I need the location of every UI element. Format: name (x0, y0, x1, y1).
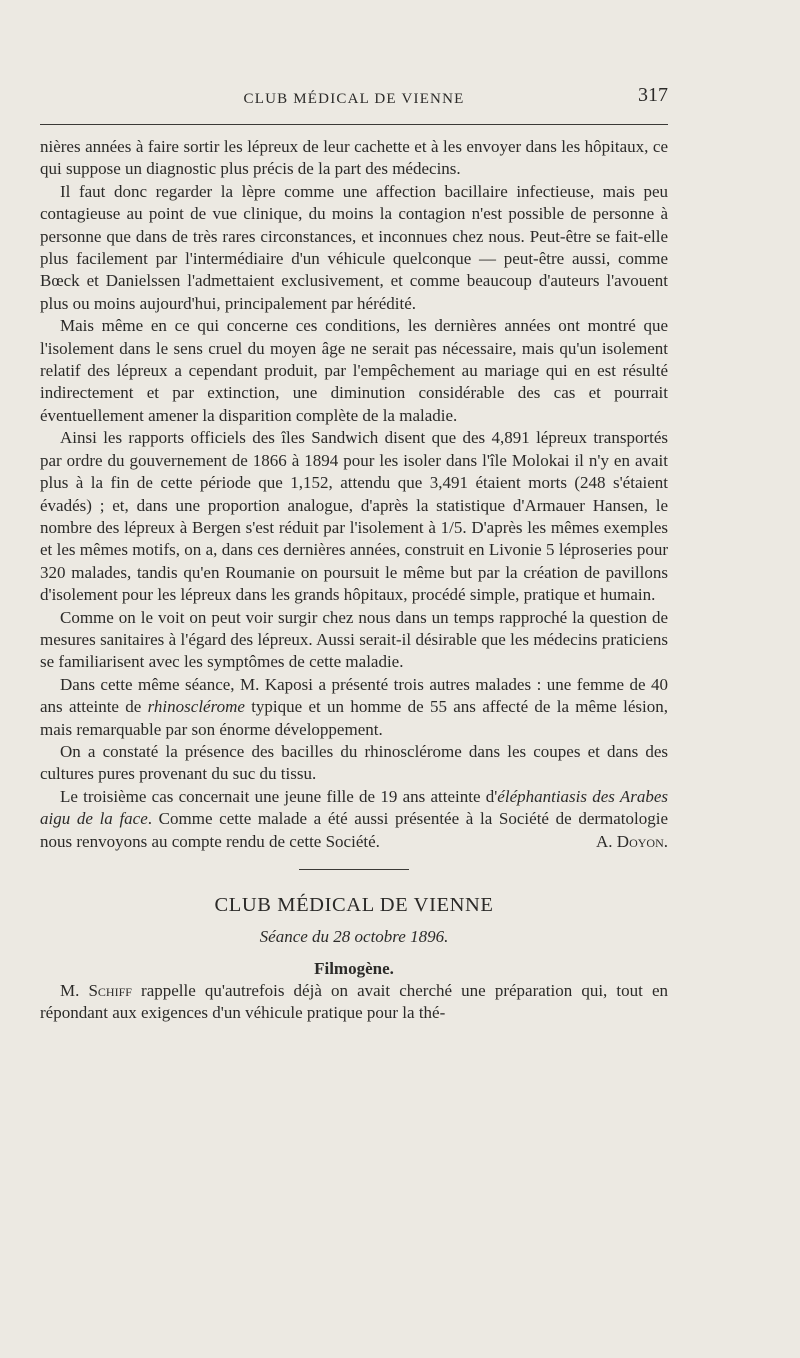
paragraph: nières années à faire sortir les lépreux de leur cachette et à les envoyer dans les hôpitaux, ce qui suppose un diagnostic plus précis de la part des médecins. (40, 137, 668, 179)
paragraph: On a constaté la présence des bacilles du rhinosclérome dans les coupes et dans des cultures pures provenant du suc du tissu. (40, 741, 668, 784)
author-signoff: A. Doyon. (596, 831, 668, 851)
paragraph: Il faut donc regarder la lèpre comme une affection bacillaire infectieuse, mais peu contagieuse au point de vue clinique, du moins la contagion n'est possible de personne à personne que dans de très rares circonstances, et inconnues chez nous. Peut-être se fait-elle plus facilement par l'intermédiaire d'un véhicule quelconque — peut-être aussi, comme Bœck et Danielssen l'admettaient exclusivement, et comme beaucoup d'auteurs l'avouent plus ou moins aujourd'hui, principalement par hérédité. (40, 181, 668, 313)
running-head (40, 84, 668, 114)
italic-term: éléphantiasis des Arabes aigu de la face (40, 786, 668, 829)
paragraph-troisieme (40, 786, 668, 853)
session-date: Séance du 28 octobre 1896. (259, 927, 449, 946)
section-title: CLUB MÉDICAL DE VIENNE (214, 894, 494, 916)
body-text (40, 136, 668, 1025)
paragraph-final (40, 980, 668, 1025)
text-run: Dans cette même séance, M. Kaposi a présenté trois autres malades : une femme de 40 ans atteinte de (40, 674, 668, 717)
text-run: rappelle qu'autrefois déjà on avait cherché une préparation qui, tout en répondant aux exigences d'un véhicule pratique pour la thé- (40, 981, 669, 1023)
text-run: typique et un homme de 55 ans affecté de la même lésion, mais remarquable par son énorme développement. (40, 697, 668, 739)
paragraph-kaposi (40, 674, 668, 741)
paragraph: Ainsi les rapports officiels des îles Sandwich disent que des 4,891 lépreux transportés par ordre du gouvernement de 1866 à 1894 pour les isoler dans l'île Molokai il n'y en avait plus à la fin de cette période que 1,152, attendu que 3,491 étaient morts (248 s'étaient évadés) ; et, dans une proportion analogue, d'après la statistique d'Armauer Hansen, le nombre des lépreux à Bergen s'est réduit par l'isolement à 1/5. D'après les mêmes exemples et les mêmes motifs, on a, dans ces dernières années, construit en Livonie 5 léproseries pour 320 malades, tandis qu'en Roumanie on poursuit le même but par la création de pavillons d'isolement pour les lépreux dans les grands hôpitaux, procédé simple, pratique et humain. (40, 428, 668, 605)
running-head-title: CLUB MÉDICAL DE VIENNE (243, 90, 465, 107)
header-rule (40, 124, 668, 125)
paragraph: Comme on le voit on peut voir surgir chez nous dans un temps rapproché la question de mesures sanitaires à l'égard des lépreux. Aussi serait-il désirable que les médecins praticiens se familiarisent avec les symptômes de cette maladie. (40, 607, 668, 672)
author-name: M. Schiff (60, 981, 132, 1000)
subheading: Filmogène. (314, 959, 394, 978)
paragraph: Mais même en ce qui concerne ces conditions, les dernières années ont montré que l'isolement dans le sens cruel du moyen âge ne serait pas nécessaire, mais qu'un isolement relatif des lépreux a cependant produit, par l'empêchement au mariage qui en est résulté indirectement et par extinction, une diminution considérable des cas et pourrait éventuellement amener la disparition complète de la maladie. (40, 316, 668, 425)
text-run: Le troisième cas concernait une jeune fille de 19 ans atteinte d' (60, 786, 498, 806)
italic-term: rhinosclérome (147, 697, 245, 717)
section-separator (299, 869, 409, 870)
text-run: . Comme cette malade a été aussi présentée à la Société de dermatologie nous renvoyons au compte rendu de cette Société. (40, 809, 669, 851)
page-number: 317 (638, 84, 668, 106)
